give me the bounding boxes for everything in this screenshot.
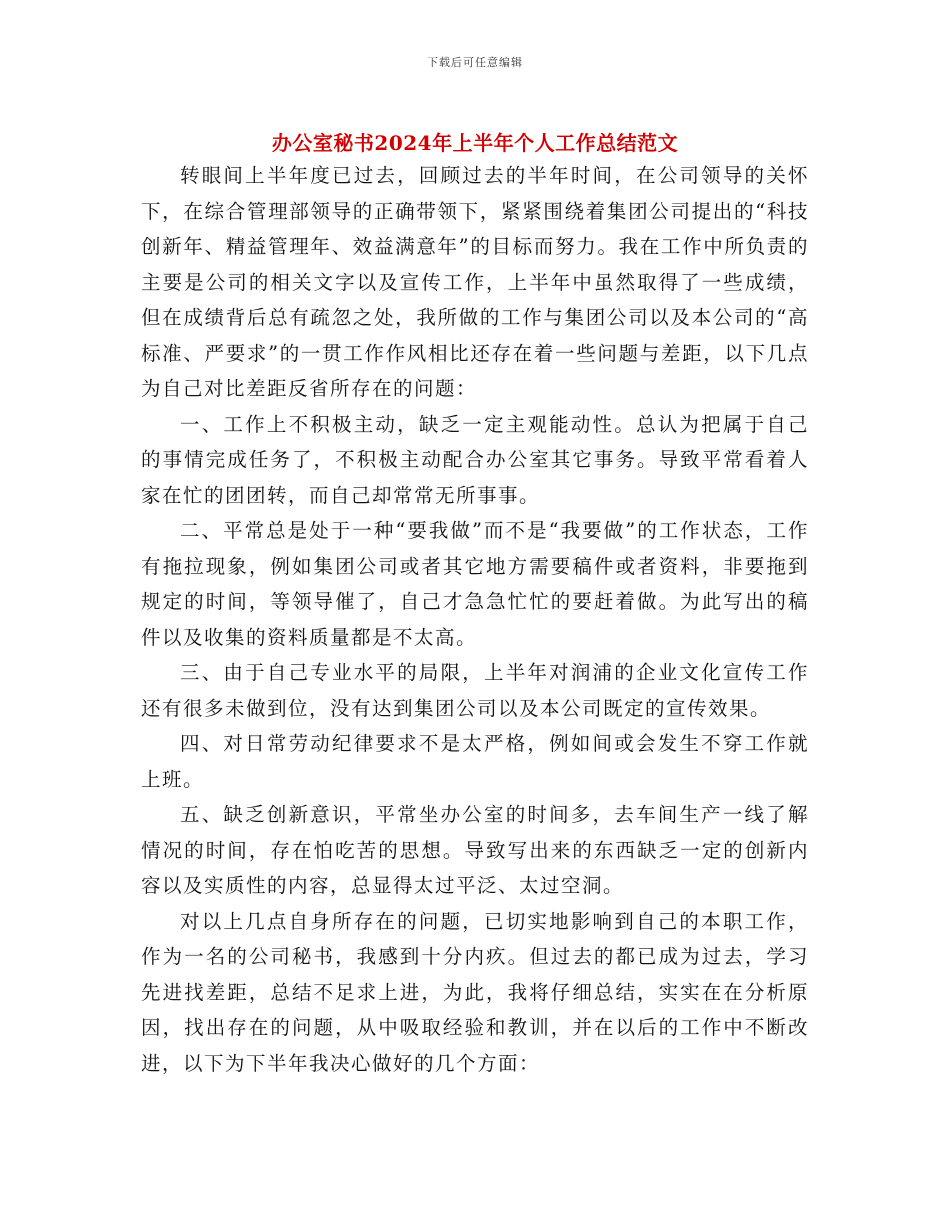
document-body xyxy=(141,158,809,1081)
paragraph-conclusion: 对以上几点自身所存在的问题，已切实地影响到自己的本职工作，作为一名的公司秘书，我感到十分内疚。但过去的都已成为过去，学习先进找差距，总结不足求上进，为此，我将仔细总结，实实在在分析原因，找出存在的问题，从中吸取经验和教训，并在以后的工作中不断改进，以下为下半年我决心做好的几个方面： xyxy=(141,909,809,1075)
paragraph-issue-2: 二、平常总是处于一种“要我做”而不是“我要做”的工作状态，工作有拖拉现象，例如集团公司或者其它地方需要稿件或者资料，非要拖到规定的时间，等领导催了，自己才急急忙忙的要赶着做。为此写出的稿件以及收集的资料质量都是不太高。 xyxy=(141,519,809,649)
paragraph-issue-4: 四、对日常劳动纪律要求不是太严格，例如间或会发生不穿工作就上班。 xyxy=(141,732,809,791)
document-title: 办公室秘书2024年上半年个人工作总结范文 xyxy=(271,131,679,156)
header-note: 下载后可任意编辑 xyxy=(427,56,523,69)
paragraph-issue-1: 一、工作上不积极主动，缺乏一定主观能动性。总认为把属于自己的事情完成任务了，不积极主动配合办公室其它事务。导致平常看着人家在忙的团团转，而自己却常常无所事事。 xyxy=(141,412,809,507)
paragraph-issue-5: 五、缺乏创新意识，平常坐办公室的时间多，去车间生产一线了解情况的时间，存在怕吃苦的思想。导致写出来的东西缺乏一定的创新内容以及实质性的内容，总显得太过平泛、太过空洞。 xyxy=(141,803,809,897)
paragraph-intro: 转眼间上半年度已过去，回顾过去的半年时间，在公司领导的关怀下，在综合管理部领导的正确带领下，紧紧围绕着集团公司提出的“科技创新年、精益管理年、效益满意年”的目标而努力。我在工作中所负责的主要是公司的相关文字以及宣传工作，上半年中虽然取得了一些成绩，但在成绩背后总有疏忽之处，我所做的工作与集团公司以及本公司的“高标准、严要求”的一贯工作作风相比还存在着一些问题与差距，以下几点为自己对比差距反省所存在的问题： xyxy=(141,164,809,400)
paragraph-issue-3: 三、由于自己专业水平的局限，上半年对润浦的企业文化宣传工作还有很多未做到位，没有达到集团公司以及本公司既定的宣传效果。 xyxy=(141,661,809,720)
